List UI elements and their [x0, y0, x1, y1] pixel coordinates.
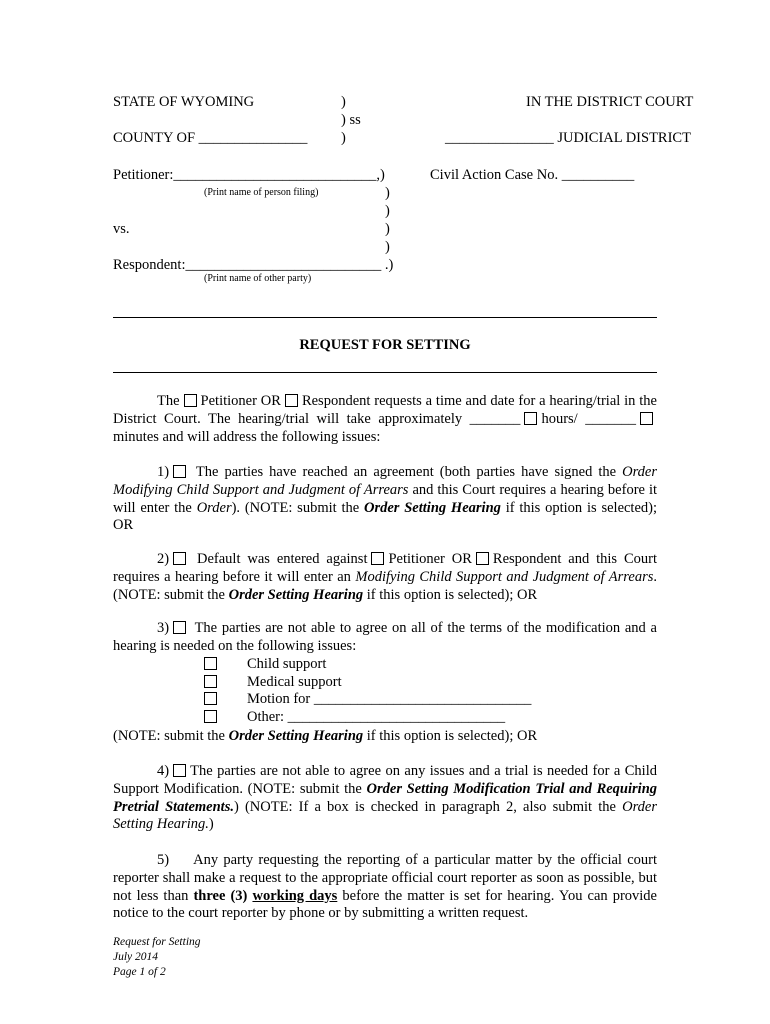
item-text: if this option is selected); OR: [366, 586, 538, 603]
title-bottom-rule: [113, 372, 657, 373]
item-text: ). (NOTE: submit the: [231, 499, 360, 516]
respondent-checkbox[interactable]: [285, 394, 298, 407]
item-text: Order Setting Hearing.: [113, 798, 658, 833]
caption-paren-ss: ) ss: [341, 112, 361, 128]
respondent-hint: (Print name of other party): [204, 273, 312, 284]
item-4-checkbox[interactable]: [173, 764, 186, 777]
item-text: Order Setting Hearing: [363, 499, 501, 516]
item-text: Modifying Child Support and Judgment of Arrears: [355, 568, 654, 585]
item-text: Any party requesting the reporting of a particular matter by the official court reporter shall make a request to the appropriate official court reporter as soon as possible, but not less than: [113, 852, 657, 904]
issue-label: Medical support: [247, 674, 342, 690]
case-number-label: Civil Action Case No. __________: [430, 167, 635, 183]
petitioner-hint: (Print name of person filing): [204, 187, 319, 198]
caption-paren: ): [385, 203, 390, 219]
intro-text: Respondent requests a time and date for a hearing/trial in the District Court. The hearing/trial will take approximately _______: [113, 393, 657, 427]
petitioner-label: Petitioner:____________________________,): [113, 167, 385, 183]
item-text: three (3): [193, 887, 248, 904]
item-text: Default was entered against: [197, 551, 368, 567]
caption-paren: ): [385, 185, 390, 201]
item-text: Order Setting Hearing: [228, 586, 364, 603]
title-top-rule: [113, 317, 657, 318]
item-text: and this Court requires a hearing before it will enter the: [113, 481, 658, 516]
item-3-note: [113, 727, 537, 745]
hours-checkbox[interactable]: [524, 412, 537, 425]
caption-paren: ): [385, 221, 390, 237]
item-text: Order Setting Modification Trial and Requiring Pretrial Statements.: [113, 780, 658, 815]
intro-text: Petitioner OR: [200, 393, 281, 409]
item-text: Petitioner OR: [388, 551, 472, 567]
item-number: 3): [157, 620, 170, 636]
issue-label: Child support: [247, 656, 327, 672]
issue-medical-support: [204, 674, 342, 692]
intro-text: minutes and will address the following issues:: [113, 428, 381, 445]
item-number: 2): [157, 551, 170, 567]
item-number: 1): [157, 464, 170, 480]
intro-text: The: [157, 393, 180, 409]
minutes-checkbox[interactable]: [640, 412, 653, 425]
item-1-paragraph: [113, 464, 657, 535]
intro-text: hours/ _______: [541, 410, 636, 427]
county-label: COUNTY OF _______________: [113, 130, 308, 146]
footer-date: July 2014: [113, 951, 159, 963]
other-checkbox[interactable]: [204, 710, 217, 723]
item-number: 4): [157, 763, 170, 779]
item-3-paragraph: [113, 620, 657, 656]
issue-label: Motion for ______________________________: [247, 691, 532, 707]
issue-other: [204, 709, 505, 727]
note-text: Order Setting Hearing: [228, 728, 364, 744]
item-text: ): [208, 816, 214, 833]
item-text: before the matter is set for hearing. You can provide notice to the court reporter by phone or by submitting a written request.: [113, 887, 657, 922]
state-label: STATE OF WYOMING: [113, 94, 255, 110]
note-text: if this option is selected); OR: [366, 728, 538, 744]
issue-label: Other: ______________________________: [247, 709, 506, 725]
note-text: (NOTE: submit the: [113, 728, 225, 744]
item-text: working days: [252, 887, 338, 904]
caption-paren: ): [341, 130, 346, 146]
intro-paragraph: [113, 393, 657, 446]
item-2-paragraph: [113, 551, 657, 604]
child-support-checkbox[interactable]: [204, 657, 217, 670]
item-text: if this option is selected); OR: [113, 499, 658, 534]
footer-form-name: Request for Setting: [113, 936, 201, 948]
footer: [113, 935, 201, 980]
caption-paren: ): [341, 94, 346, 110]
item-text: . (NOTE: submit the: [113, 568, 658, 603]
vs-label: vs.: [113, 221, 130, 237]
issue-motion-for: [204, 691, 531, 709]
default-respondent-checkbox[interactable]: [476, 552, 489, 565]
item-text: ) (NOTE: If a box is checked in paragraph 2, also submit the: [233, 798, 616, 815]
item-text: Respondent and this Court requires a hearing before it will enter an: [113, 551, 658, 585]
item-text: The parties are not able to agree on any issues and a trial is needed for a Child Support Modification. (NOTE: submit the: [113, 763, 657, 797]
item-1-checkbox[interactable]: [173, 465, 186, 478]
respondent-label: Respondent:___________________________ .): [113, 257, 394, 273]
medical-support-checkbox[interactable]: [204, 675, 217, 688]
item-text: The parties have reached an agreement (both parties have signed the: [195, 464, 617, 480]
motion-for-checkbox[interactable]: [204, 692, 217, 705]
item-text: Order: [196, 499, 232, 516]
item-2-checkbox[interactable]: [173, 552, 186, 565]
petitioner-checkbox[interactable]: [184, 394, 197, 407]
document-title: REQUEST FOR SETTING: [299, 337, 471, 353]
item-text: The parties are not able to agree on all of the terms of the modification and a hearing is needed on the following issues:: [113, 620, 657, 654]
issue-child-support: [204, 656, 326, 674]
item-3-checkbox[interactable]: [173, 621, 186, 634]
court-label: IN THE DISTRICT COURT: [526, 94, 694, 110]
item-4-paragraph: [113, 763, 657, 834]
judicial-district-label: _______________ JUDICIAL DISTRICT: [445, 130, 691, 146]
caption-paren: ): [385, 239, 390, 255]
item-number: 5): [157, 852, 170, 868]
item-text: Order Modifying Child Support and Judgment of Arrears: [113, 464, 658, 498]
default-petitioner-checkbox[interactable]: [371, 552, 384, 565]
footer-page-number: Page 1 of 2: [113, 966, 166, 978]
item-5-paragraph: [113, 852, 657, 923]
